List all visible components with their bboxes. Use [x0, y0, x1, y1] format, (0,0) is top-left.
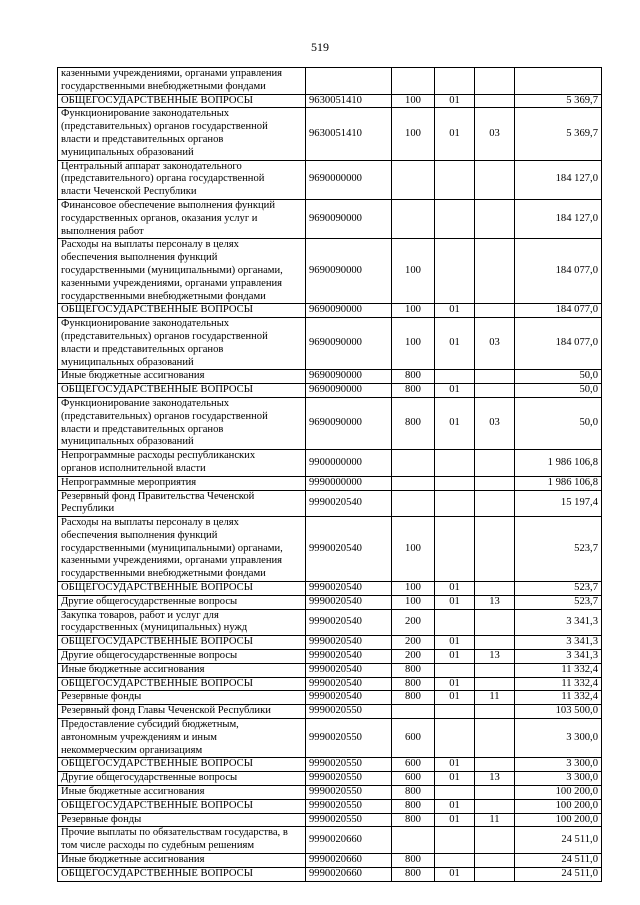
section-code-cell: 01 — [435, 595, 475, 609]
table-row — [58, 786, 602, 800]
target-article-code-cell: 9990020550 — [306, 786, 392, 800]
target-article-code-cell: 9990020540 — [306, 663, 392, 677]
subsection-code-cell: 03 — [475, 397, 515, 449]
amount-cell: 100 200,0 — [515, 786, 602, 800]
expense-type-code-cell: 800 — [392, 854, 435, 868]
expense-type-code-cell — [392, 199, 435, 238]
target-article-code-cell: 9690090000 — [306, 397, 392, 449]
target-article-code-cell: 9990020540 — [306, 582, 392, 596]
amount-cell: 523,7 — [515, 582, 602, 596]
expense-name-line: Функционирование законодательных — [61, 108, 230, 120]
target-article-code-cell: 9630051410 — [306, 108, 392, 160]
subsection-code-cell — [475, 304, 515, 318]
expense-name-line: Функционирование законодательных — [61, 318, 230, 330]
expense-name-cell — [58, 318, 306, 370]
table-row — [58, 636, 602, 650]
amount-cell — [515, 68, 602, 95]
expense-name-line: Резервные фонды — [61, 691, 142, 703]
expense-type-code-cell: 200 — [392, 650, 435, 664]
subsection-code-cell — [475, 677, 515, 691]
subsection-code-cell — [475, 68, 515, 95]
expense-name-line: Другие общегосударственные вопросы — [61, 650, 238, 662]
expense-name-cell — [58, 199, 306, 238]
expense-type-code-cell: 800 — [392, 384, 435, 398]
section-code-cell — [435, 705, 475, 719]
subsection-code-cell — [475, 490, 515, 517]
target-article-code-cell: 9990020550 — [306, 813, 392, 827]
table-row — [58, 663, 602, 677]
expense-name-cell — [58, 68, 306, 95]
section-code-cell: 01 — [435, 799, 475, 813]
expense-type-code-cell: 800 — [392, 691, 435, 705]
expense-name-line: органов исполнительной власти — [61, 462, 206, 474]
target-article-code-cell: 9990020550 — [306, 772, 392, 786]
table-row — [58, 384, 602, 398]
target-article-code-cell: 9990020550 — [306, 758, 392, 772]
expense-type-code-cell: 200 — [392, 636, 435, 650]
expense-name-line: государственными внебюджетными фондами — [61, 80, 266, 92]
table-row — [58, 650, 602, 664]
subsection-code-cell — [475, 867, 515, 881]
amount-cell: 24 511,0 — [515, 867, 602, 881]
expense-name-cell — [58, 827, 306, 854]
expense-name-cell — [58, 108, 306, 160]
section-code-cell: 01 — [435, 108, 475, 160]
expense-name-line: власти и представительных органов — [61, 423, 224, 435]
section-code-cell: 01 — [435, 636, 475, 650]
expense-name-line: (представительного) органа государственной — [61, 173, 265, 185]
subsection-code-cell: 13 — [475, 595, 515, 609]
expense-name-cell — [58, 476, 306, 490]
amount-cell: 100 200,0 — [515, 799, 602, 813]
section-code-cell: 01 — [435, 650, 475, 664]
expense-name-cell — [58, 450, 306, 477]
expense-name-cell — [58, 582, 306, 596]
expense-type-code-cell — [392, 160, 435, 199]
expense-name-line: некоммерческим организациям — [61, 744, 203, 756]
expense-type-code-cell: 800 — [392, 370, 435, 384]
expense-name-line: ОБЩЕГОСУДАРСТВЕННЫЕ ВОПРОСЫ — [61, 867, 253, 879]
target-article-code-cell: 9690000000 — [306, 160, 392, 199]
expense-name-cell — [58, 705, 306, 719]
expense-name-line: Прочие выплаты по обязательствам государства, в — [61, 827, 288, 839]
expense-name-line: (представительных) органов государственной — [61, 410, 268, 422]
expense-type-code-cell: 100 — [392, 239, 435, 304]
expense-name-line: Республики — [61, 503, 115, 515]
section-code-cell: 01 — [435, 384, 475, 398]
section-code-cell — [435, 239, 475, 304]
target-article-code-cell: 9690090000 — [306, 370, 392, 384]
expense-name-line: (представительных) органов государственной — [61, 121, 268, 133]
table-row — [58, 813, 602, 827]
table-row — [58, 677, 602, 691]
table-row — [58, 94, 602, 108]
expense-name-line: Иные бюджетные ассигнования — [61, 370, 205, 382]
section-code-cell: 01 — [435, 304, 475, 318]
section-code-cell — [435, 199, 475, 238]
expense-name-cell — [58, 94, 306, 108]
expense-type-code-cell — [392, 476, 435, 490]
subsection-code-cell: 13 — [475, 772, 515, 786]
amount-cell: 24 511,0 — [515, 854, 602, 868]
page-number: 519 — [311, 40, 329, 54]
table-row — [58, 199, 602, 238]
amount-cell: 5 369,7 — [515, 108, 602, 160]
expense-name-line: государственными внебюджетными фондами — [61, 290, 266, 302]
section-code-cell — [435, 719, 475, 758]
subsection-code-cell — [475, 384, 515, 398]
target-article-code-cell: 9990020540 — [306, 517, 392, 582]
subsection-code-cell — [475, 476, 515, 490]
expense-name-line: Другие общегосударственные вопросы — [61, 595, 238, 607]
section-code-cell: 01 — [435, 397, 475, 449]
expense-name-line: власти и представительных органов — [61, 133, 224, 145]
target-article-code-cell: 9990020540 — [306, 609, 392, 636]
expense-type-code-cell — [392, 68, 435, 95]
section-code-cell: 01 — [435, 94, 475, 108]
section-code-cell: 01 — [435, 691, 475, 705]
expense-name-line: автономным учреждениям и иным — [61, 731, 217, 743]
subsection-code-cell — [475, 854, 515, 868]
subsection-code-cell — [475, 199, 515, 238]
table-row — [58, 304, 602, 318]
expense-name-cell — [58, 370, 306, 384]
subsection-code-cell — [475, 799, 515, 813]
target-article-code-cell: 9630051410 — [306, 94, 392, 108]
section-code-cell: 01 — [435, 318, 475, 370]
table-row — [58, 609, 602, 636]
expense-name-cell — [58, 160, 306, 199]
target-article-code-cell: 9990020540 — [306, 636, 392, 650]
expense-name-line: обеспечения выполнения функций — [61, 529, 218, 541]
expense-name-cell — [58, 609, 306, 636]
amount-cell: 1 986 106,8 — [515, 450, 602, 477]
amount-cell: 184 127,0 — [515, 160, 602, 199]
amount-cell: 3 341,3 — [515, 609, 602, 636]
expense-name-line: том числе расходы по судебным решениям — [61, 840, 255, 852]
subsection-code-cell — [475, 517, 515, 582]
expense-name-line: Резервные фонды — [61, 813, 142, 825]
expense-name-line: ОБЩЕГОСУДАРСТВЕННЫЕ ВОПРОСЫ — [61, 636, 253, 648]
budget-table-body — [58, 68, 602, 882]
expense-name-line: ОБЩЕГОСУДАРСТВЕННЫЕ ВОПРОСЫ — [61, 758, 253, 770]
amount-cell: 11 332,4 — [515, 677, 602, 691]
expense-name-line: ОБЩЕГОСУДАРСТВЕННЫЕ ВОПРОСЫ — [61, 304, 253, 316]
subsection-code-cell — [475, 160, 515, 199]
expense-name-cell — [58, 517, 306, 582]
expense-name-cell — [58, 867, 306, 881]
expense-name-line: Финансовое обеспечение выполнения функций — [61, 199, 276, 211]
table-row — [58, 772, 602, 786]
expense-name-line: Другие общегосударственные вопросы — [61, 772, 238, 784]
subsection-code-cell — [475, 663, 515, 677]
table-row — [58, 370, 602, 384]
table-row — [58, 799, 602, 813]
subsection-code-cell: 13 — [475, 650, 515, 664]
subsection-code-cell — [475, 705, 515, 719]
subsection-code-cell: 03 — [475, 108, 515, 160]
target-article-code-cell: 9990020550 — [306, 705, 392, 719]
expense-name-line: Иные бюджетные ассигнования — [61, 786, 205, 798]
expense-type-code-cell — [392, 450, 435, 477]
expense-name-line: Непрограммные мероприятия — [61, 476, 197, 488]
table-row — [58, 517, 602, 582]
table-row — [58, 476, 602, 490]
expense-name-line: ОБЩЕГОСУДАРСТВЕННЫЕ ВОПРОСЫ — [61, 677, 253, 689]
subsection-code-cell: 03 — [475, 318, 515, 370]
expense-name-line: власти и представительных органов — [61, 343, 224, 355]
table-row — [58, 397, 602, 449]
target-article-code-cell: 9990000000 — [306, 476, 392, 490]
expense-name-line: казенными учреждениями, органами управления — [61, 68, 283, 79]
expense-name-cell — [58, 719, 306, 758]
amount-cell: 50,0 — [515, 370, 602, 384]
table-row — [58, 450, 602, 477]
expense-name-line: Непрограммные расходы республиканских — [61, 450, 256, 462]
amount-cell: 11 332,4 — [515, 663, 602, 677]
target-article-code-cell: 9990020660 — [306, 827, 392, 854]
amount-cell: 100 200,0 — [515, 813, 602, 827]
expense-name-line: государственных (муниципальных) нужд — [61, 622, 248, 634]
expense-type-code-cell: 800 — [392, 813, 435, 827]
expense-name-cell — [58, 490, 306, 517]
amount-cell: 523,7 — [515, 517, 602, 582]
expense-name-cell — [58, 397, 306, 449]
expense-name-cell — [58, 677, 306, 691]
subsection-code-cell — [475, 609, 515, 636]
expense-type-code-cell: 200 — [392, 609, 435, 636]
expense-name-line: Центральный аппарат законодательного — [61, 160, 242, 172]
expense-type-code-cell: 800 — [392, 397, 435, 449]
expense-name-line: Иные бюджетные ассигнования — [61, 854, 205, 866]
expense-name-line: казенными учреждениями, органами управления — [61, 277, 283, 289]
expense-type-code-cell: 600 — [392, 758, 435, 772]
expense-name-cell — [58, 304, 306, 318]
amount-cell: 3 300,0 — [515, 719, 602, 758]
section-code-cell — [435, 490, 475, 517]
expense-name-line: Функционирование законодательных — [61, 397, 230, 409]
expense-name-cell — [58, 799, 306, 813]
expense-name-line: ОБЩЕГОСУДАРСТВЕННЫЕ ВОПРОСЫ — [61, 384, 253, 396]
table-row — [58, 719, 602, 758]
expense-name-line: государственными внебюджетными фондами — [61, 568, 266, 580]
expense-name-line: выполнения работ — [61, 225, 144, 237]
expense-name-line: Резервный фонд Правительства Чеченской — [61, 490, 255, 502]
expense-name-cell — [58, 854, 306, 868]
budget-table — [57, 67, 602, 882]
table-row — [58, 108, 602, 160]
expense-name-cell — [58, 663, 306, 677]
table-row — [58, 582, 602, 596]
target-article-code-cell: 9690090000 — [306, 384, 392, 398]
expense-name-line: обеспечения выполнения функций — [61, 252, 218, 264]
target-article-code-cell: 9990020540 — [306, 691, 392, 705]
table-row — [58, 691, 602, 705]
amount-cell: 24 511,0 — [515, 827, 602, 854]
amount-cell: 50,0 — [515, 384, 602, 398]
target-article-code-cell: 9690090000 — [306, 318, 392, 370]
expense-name-cell — [58, 239, 306, 304]
target-article-code-cell: 9990020550 — [306, 799, 392, 813]
table-row — [58, 239, 602, 304]
section-code-cell — [435, 370, 475, 384]
target-article-code-cell: 9990020540 — [306, 650, 392, 664]
subsection-code-cell — [475, 719, 515, 758]
amount-cell: 184 127,0 — [515, 199, 602, 238]
expense-type-code-cell — [392, 705, 435, 719]
expense-name-line: Расходы на выплаты персоналу в целях — [61, 239, 239, 251]
expense-type-code-cell: 600 — [392, 719, 435, 758]
amount-cell: 3 300,0 — [515, 758, 602, 772]
expense-name-cell — [58, 650, 306, 664]
table-row — [58, 318, 602, 370]
section-code-cell — [435, 786, 475, 800]
target-article-code-cell: 9690090000 — [306, 304, 392, 318]
amount-cell: 1 986 106,8 — [515, 476, 602, 490]
expense-name-line: муниципальных образований — [61, 146, 194, 158]
expense-type-code-cell: 100 — [392, 108, 435, 160]
expense-name-line: власти Чеченской Республики — [61, 186, 197, 198]
expense-name-line: Расходы на выплаты персоналу в целях — [61, 517, 239, 529]
table-row — [58, 705, 602, 719]
section-code-cell — [435, 476, 475, 490]
subsection-code-cell — [475, 94, 515, 108]
table-row — [58, 160, 602, 199]
subsection-code-cell — [475, 370, 515, 384]
expense-name-line: муниципальных образований — [61, 356, 194, 368]
section-code-cell: 01 — [435, 772, 475, 786]
expense-type-code-cell: 100 — [392, 595, 435, 609]
expense-name-cell — [58, 384, 306, 398]
expense-name-cell — [58, 813, 306, 827]
expense-type-code-cell: 100 — [392, 517, 435, 582]
expense-type-code-cell — [392, 490, 435, 517]
expense-name-line: казенными учреждениями, органами управления — [61, 555, 283, 567]
table-row — [58, 595, 602, 609]
subsection-code-cell — [475, 758, 515, 772]
expense-name-line: государственными (муниципальными) органами, — [61, 542, 283, 554]
expense-name-cell — [58, 772, 306, 786]
expense-type-code-cell — [392, 827, 435, 854]
expense-type-code-cell: 800 — [392, 799, 435, 813]
table-row — [58, 854, 602, 868]
table-row — [58, 758, 602, 772]
expense-name-line: ОБЩЕГОСУДАРСТВЕННЫЕ ВОПРОСЫ — [61, 94, 253, 106]
target-article-code-cell: 9990020660 — [306, 854, 392, 868]
amount-cell: 11 332,4 — [515, 691, 602, 705]
expense-name-line: Закупка товаров, работ и услуг для — [61, 609, 219, 621]
table-row — [58, 827, 602, 854]
subsection-code-cell — [475, 827, 515, 854]
amount-cell: 523,7 — [515, 595, 602, 609]
expense-name-line: (представительных) органов государственной — [61, 330, 268, 342]
expense-name-cell — [58, 636, 306, 650]
expense-type-code-cell: 100 — [392, 582, 435, 596]
subsection-code-cell — [475, 239, 515, 304]
table-row — [58, 68, 602, 95]
expense-type-code-cell: 800 — [392, 677, 435, 691]
expense-name-line: ОБЩЕГОСУДАРСТВЕННЫЕ ВОПРОСЫ — [61, 799, 253, 811]
section-code-cell: 01 — [435, 867, 475, 881]
amount-cell: 184 077,0 — [515, 239, 602, 304]
target-article-code-cell: 9900000000 — [306, 450, 392, 477]
expense-type-code-cell: 800 — [392, 867, 435, 881]
expense-name-line: муниципальных образований — [61, 436, 194, 448]
section-code-cell — [435, 160, 475, 199]
expense-name-line: Резервный фонд Главы Чеченской Республики — [61, 705, 271, 717]
expense-type-code-cell: 800 — [392, 663, 435, 677]
expense-name-line: государственных органов, оказания услуг и — [61, 212, 258, 224]
subsection-code-cell: 11 — [475, 691, 515, 705]
amount-cell: 103 500,0 — [515, 705, 602, 719]
target-article-code-cell: 9990020660 — [306, 867, 392, 881]
section-code-cell — [435, 609, 475, 636]
subsection-code-cell — [475, 450, 515, 477]
table-row — [58, 867, 602, 881]
target-article-code-cell: 9990020540 — [306, 677, 392, 691]
section-code-cell — [435, 854, 475, 868]
expense-name-line: ОБЩЕГОСУДАРСТВЕННЫЕ ВОПРОСЫ — [61, 582, 253, 594]
amount-cell: 3 341,3 — [515, 650, 602, 664]
section-code-cell — [435, 663, 475, 677]
expense-type-code-cell: 600 — [392, 772, 435, 786]
target-article-code-cell — [306, 68, 392, 95]
section-code-cell: 01 — [435, 677, 475, 691]
target-article-code-cell: 9690090000 — [306, 199, 392, 238]
subsection-code-cell — [475, 636, 515, 650]
amount-cell: 50,0 — [515, 397, 602, 449]
subsection-code-cell: 11 — [475, 813, 515, 827]
section-code-cell — [435, 827, 475, 854]
subsection-code-cell — [475, 786, 515, 800]
section-code-cell — [435, 517, 475, 582]
expense-type-code-cell: 100 — [392, 304, 435, 318]
amount-cell: 184 077,0 — [515, 304, 602, 318]
expense-type-code-cell: 100 — [392, 318, 435, 370]
expense-name-cell — [58, 786, 306, 800]
expense-name-cell — [58, 691, 306, 705]
expense-name-line: Предоставление субсидий бюджетным, — [61, 719, 239, 731]
target-article-code-cell: 9990020540 — [306, 595, 392, 609]
target-article-code-cell: 9990020550 — [306, 719, 392, 758]
section-code-cell — [435, 68, 475, 95]
expense-name-cell — [58, 595, 306, 609]
subsection-code-cell — [475, 582, 515, 596]
amount-cell: 3 341,3 — [515, 636, 602, 650]
target-article-code-cell: 9990020540 — [306, 490, 392, 517]
section-code-cell — [435, 450, 475, 477]
amount-cell: 184 077,0 — [515, 318, 602, 370]
section-code-cell: 01 — [435, 758, 475, 772]
expense-name-line: Иные бюджетные ассигнования — [61, 663, 205, 675]
expense-name-cell — [58, 758, 306, 772]
target-article-code-cell: 9690090000 — [306, 239, 392, 304]
section-code-cell: 01 — [435, 813, 475, 827]
table-row — [58, 490, 602, 517]
expense-type-code-cell: 100 — [392, 94, 435, 108]
expense-name-line: государственными (муниципальными) органами, — [61, 264, 283, 276]
expense-type-code-cell: 800 — [392, 786, 435, 800]
amount-cell: 15 197,4 — [515, 490, 602, 517]
section-code-cell: 01 — [435, 582, 475, 596]
amount-cell: 3 300,0 — [515, 772, 602, 786]
amount-cell: 5 369,7 — [515, 94, 602, 108]
